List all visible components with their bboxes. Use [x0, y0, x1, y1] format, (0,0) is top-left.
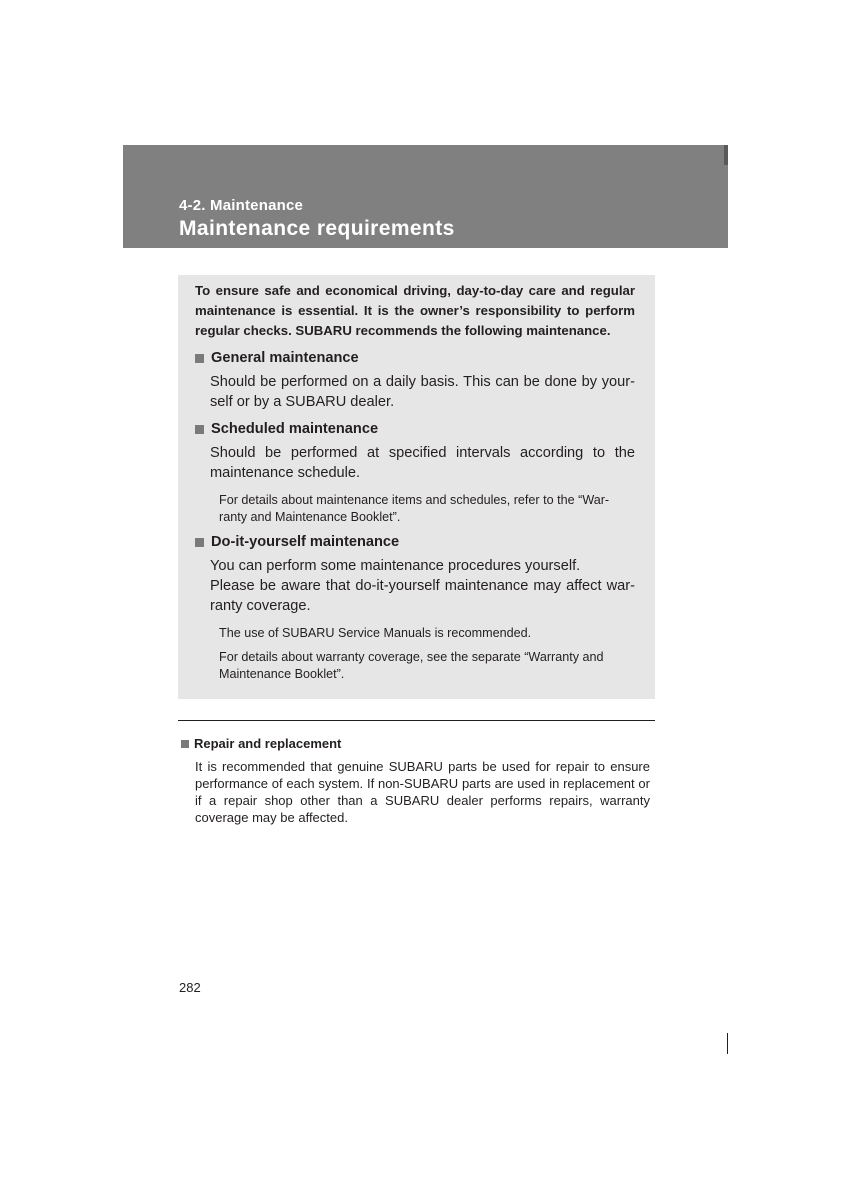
page-title: Maintenance requirements [179, 217, 455, 240]
repair-heading [181, 736, 341, 751]
divider [178, 720, 655, 721]
heading-label: Repair and replacement [194, 736, 342, 751]
heading-label: Do-it-yourself maintenance [211, 534, 400, 550]
scheduled-maintenance-note: For details about maintenance items and schedules, refer to the “War-ranty and Maintenance Booklet”. [219, 493, 610, 524]
repair-body: It is recommended that genuine SUBARU parts be used for repair to ensure performance of each system. If non-SUBARU parts are used in replacement or if a repair shop other than a SUBARU dealer performs repairs, warranty coverage may be affected. [195, 759, 650, 825]
diy-maintenance-body-2: Please be aware that do-it-yourself maintenance may affect war-ranty coverage. [210, 578, 635, 614]
diy-maintenance-heading [195, 534, 399, 550]
edge-mark [727, 1033, 728, 1054]
square-bullet-icon [181, 740, 189, 748]
intro-text: To ensure safe and economical driving, day-to-day care and regular maintenance is essential. It is the owner’s responsibility to perform regular checks. SUBARU recommends the following maintenance. [195, 283, 635, 338]
section-label: 4-2. Maintenance [179, 197, 304, 214]
scheduled-maintenance-body: Should be performed at specified intervals according to the maintenance schedule. [210, 445, 635, 481]
heading-label: Scheduled maintenance [211, 421, 379, 437]
header-notch [724, 145, 728, 165]
square-bullet-icon [195, 425, 204, 434]
square-bullet-icon [195, 354, 204, 363]
general-maintenance-heading [195, 350, 359, 366]
general-maintenance-body: Should be performed on a daily basis. This can be done by your-self or by a SUBARU dealer. [210, 374, 635, 410]
diy-maintenance-note-2: For details about warranty coverage, see the separate “Warranty and Maintenance Booklet”. [219, 650, 604, 681]
square-bullet-icon [195, 538, 204, 547]
scheduled-maintenance-heading [195, 421, 378, 437]
diy-maintenance-note-1: The use of SUBARU Service Manuals is recommended. [219, 626, 532, 640]
page-number: 282 [179, 980, 201, 995]
heading-label: General maintenance [211, 350, 359, 366]
diy-maintenance-body-1: You can perform some maintenance procedures yourself. [210, 558, 581, 574]
